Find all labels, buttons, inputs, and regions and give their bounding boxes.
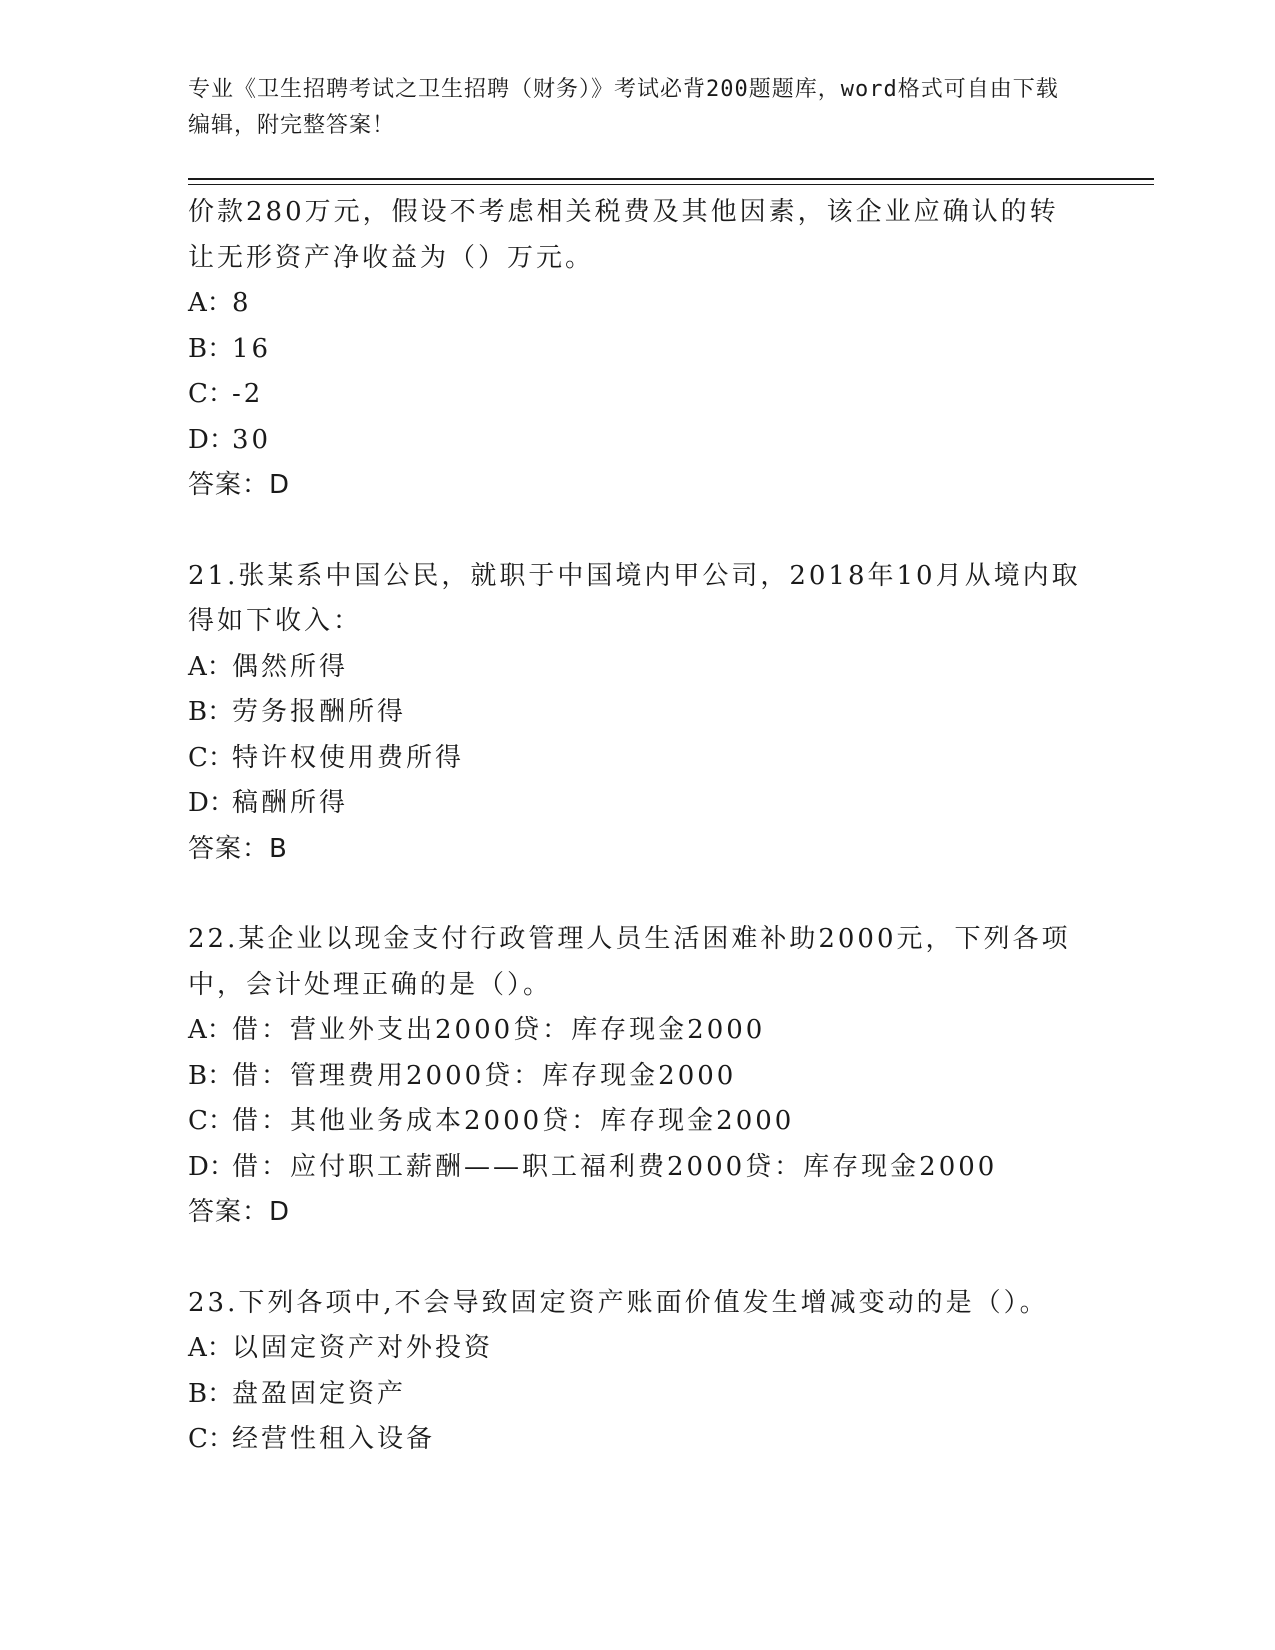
question-stem-line: 得如下收入： [188,606,363,636]
option-b [188,1372,1068,1418]
option-letter: B： [188,697,234,727]
option-b [188,690,1068,736]
question-stem-line: 21.张某系中国公民，就职于中国境内甲公司，2018年10月从境内取 [188,560,1081,591]
question-block [188,554,1081,873]
option-letter: C： [188,1106,234,1136]
header-rule-thin [188,184,1154,185]
option-a [188,1326,1068,1372]
option-text: 以固定资产对外投资 [232,1333,494,1363]
question-block [188,190,1068,509]
answer-line: 答案：B [188,833,288,864]
option-text: 30 [232,424,272,455]
option-text: 借：应付职工薪酬——职工福利费2000贷：库存现金2000 [232,1151,998,1182]
option-letter: D： [188,788,235,818]
option-a [188,281,1068,327]
option-text: 偶然所得 [232,651,349,682]
option-letter: D： [188,424,235,455]
option-text: 盘盈固定资产 [232,1378,407,1409]
option-c [188,1099,1068,1145]
question-block [188,1281,1068,1463]
option-d [188,1145,1068,1191]
option-letter: A： [188,288,233,318]
question-stem-line: 价款280万元，假设不考虑相关税费及其他因素，该企业应确认的转 [188,197,1059,227]
option-d [188,418,1068,464]
option-letter: C： [188,742,234,773]
option-a [188,645,1068,691]
option-letter: C： [188,379,234,409]
option-text: 稿酬所得 [232,788,349,818]
header-rule-thick [188,178,1154,180]
option-text: 借：营业外支出2000贷：库存现金2000 [232,1015,766,1045]
question-stem-line: 23.下列各项中,不会导致固定资产账面价值发生增减变动的是（）。 [188,1287,1049,1318]
option-text: 16 [232,333,272,364]
option-letter: A： [188,1333,233,1363]
answer-line: 答案：D [188,470,291,500]
option-text: 借：管理费用2000贷：库存现金2000 [232,1060,737,1091]
option-b [188,327,1068,373]
option-letter: A： [188,1015,233,1045]
option-letter: B： [188,333,234,364]
option-letter: A： [188,651,233,682]
option-text: 劳务报酬所得 [232,697,407,727]
question-stem-line: 22.某企业以现金支付行政管理人员生活困难补助2000元，下列各项 [188,924,1071,954]
option-letter: D： [188,1151,235,1182]
option-text: -2 [232,379,264,409]
option-c [188,372,1068,418]
option-a [188,1008,1068,1054]
option-letter: B： [188,1060,234,1091]
question-stem-line: 让无形资产净收益为（）万元。 [188,242,595,273]
option-c [188,736,1068,782]
option-text: 8 [232,288,252,318]
option-text: 特许权使用费所得 [232,742,465,773]
option-text: 借：其他业务成本2000贷：库存现金2000 [232,1106,795,1136]
question-list [188,190,1081,1463]
question-stem-line: 中，会计处理正确的是（）。 [188,969,553,1000]
option-d [188,781,1068,827]
question-block [188,917,1071,1236]
answer-line: 答案：D [188,1197,291,1227]
option-c [188,1417,1068,1463]
option-letter: B： [188,1378,234,1409]
option-text: 经营性租入设备 [232,1424,436,1454]
option-b [188,1054,1068,1100]
option-letter: C： [188,1424,234,1454]
page-header: 专业《卫生招聘考试之卫生招聘（财务）》考试必背200题题库，word格式可自由下载编辑，附完整答案！ [188,77,1059,138]
